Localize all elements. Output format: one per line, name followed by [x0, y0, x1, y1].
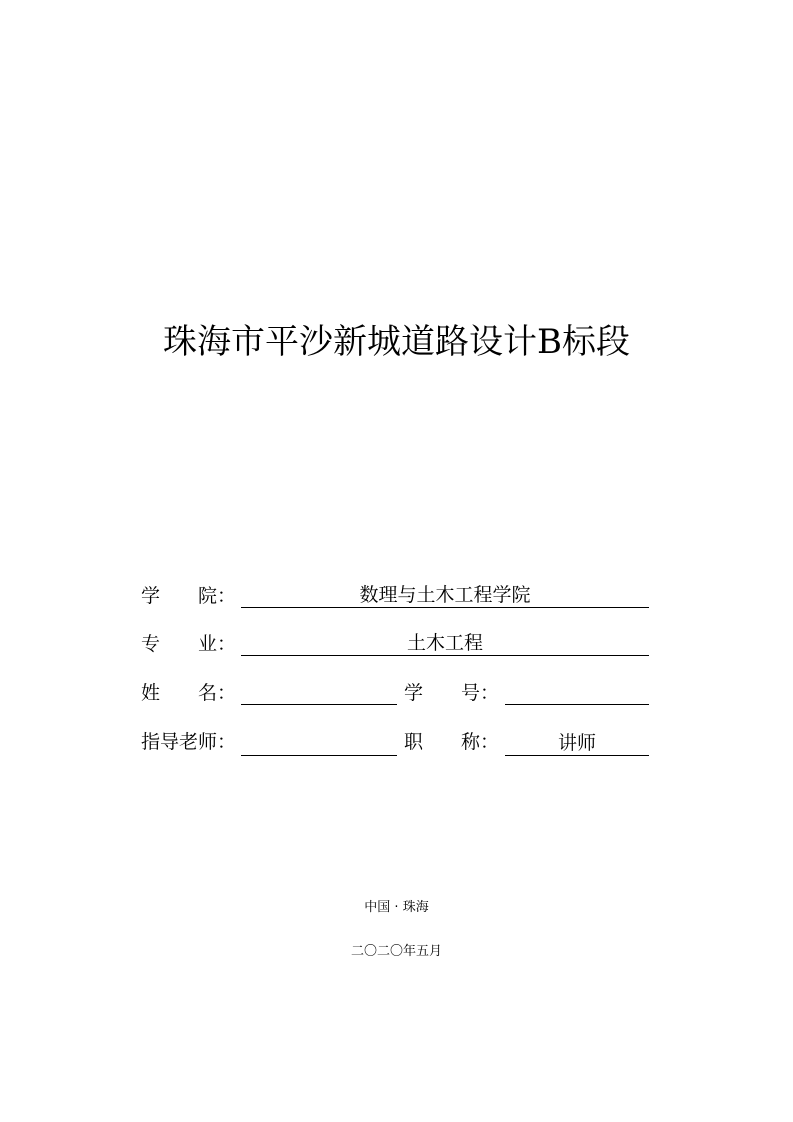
footer-date: 二〇二〇年五月 — [350, 944, 442, 959]
college-label: 学 院： — [141, 585, 237, 607]
student-id-label: 学 号： — [404, 682, 500, 704]
major-label: 专 业： — [141, 633, 237, 655]
student-id-field — [505, 680, 649, 705]
advisor-label: 指导老师： — [141, 731, 237, 753]
name-label: 姓 名： — [141, 682, 237, 704]
title-rank-label: 职 称： — [404, 731, 500, 753]
document-title: 珠海市平沙新城道路设计B标段 — [163, 322, 630, 362]
footer-place: 中国 · 珠海 — [364, 900, 429, 915]
college-field: 数理与土木工程学院 — [241, 583, 649, 608]
advisor-field — [241, 731, 397, 756]
title-rank-field: 讲师 — [505, 731, 649, 756]
major-field: 土木工程 — [241, 631, 649, 656]
name-field — [241, 680, 397, 705]
